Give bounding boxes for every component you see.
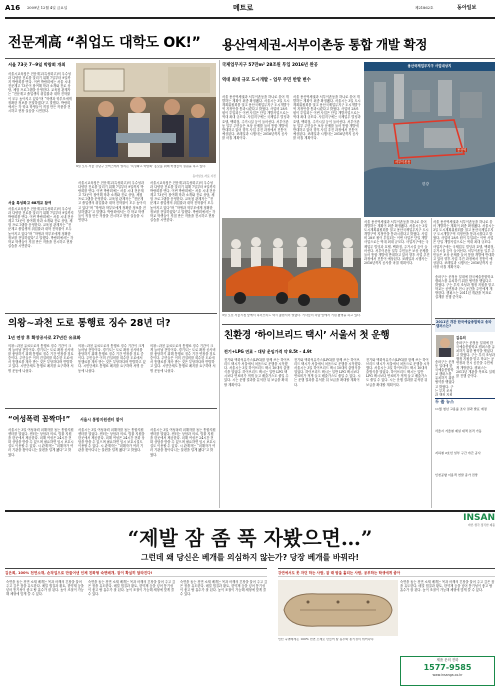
story5-body-col2: 전기와 액화석유가스(LPG)를 함께 쓰는 하이브리드 택시가 서울에서 처음으로 운행을 시작했다. 서울시는 3일 하이브리드 택시 10대의 출범식을 열었다. 하이브리드 택시는 일반 LPG 택시보다 연료비가 적게 들고 배출가스도 줄일 수 있다. 시는 운행 결과를 분석한 뒤 보급을 확대할 계획이다. [294,358,362,387]
story5-body-col3: 전기와 액화석유가스(LPG)를 함께 쓰는 하이브리드 택시가 서울에서 처음으로 운행을 시작했다. 서울시는 3일 하이브리드 택시 10대의 출범식을 열었다. 하이브리드 택시는 일반 LPG 택시보다 연료비가 적게 들고 배출가스도 줄일 수 있다. 시는 운행 결과를 분석한 뒤 보급을 확대할 계획이다. [366,358,430,387]
ad-logo-sub: 바른 생각 정직한 제품 [468,523,495,527]
map-title: 용산국제업무지구 사업대상지 [407,64,452,68]
news-item-3: 지하철 2호선 일부 구간 야간 공사 [435,451,481,455]
story5-body-col1: 전기와 액화석유가스(LPG)를 함께 쓰는 하이브리드 택시가 서울에서 처음으로 운행을 시작했다. 서울시는 3일 하이브리드 택시 10대의 출범식을 열었다. 하이브리드 택시는 일반 LPG 택시보다 연료비가 적게 들고 배출가스도 줄일 수 있다. 시는 운행 결과를 분석한 뒤 보급을 확대할 계획이다. [224,358,290,387]
ad-strip-text: 김은희, 100% 천연소재, 손작업으로 만들어낸 인체 친화형 숙면베개, 잠이 확실히 달라진다! [5,571,153,575]
story5-headline: 친환경 ‘하이브리드 택시’ 서울서 첫 운행 [224,330,390,341]
story2-body-col3: 서울 용산역세권과 서부이촌동을 하나로 묶어 개발하는 계획이 최종 확정됐다. 서울시는 3일 도시계획위원회를 열고 용산국제업무지구 도시개발구역 지정안을 통과시켰다고 밝혔다. 사업비 28조 원이 투입되는 이번 사업은 단일 개발사업으로는 역대 최대 규모다. 사업지구에는 국제업무 빌딩과 호텔, 백화점, 주거시설 등이 들어선다. 서부이촌동 일부 주민들은 보상 문제를 들어 통합 개발에 반대하고 있어 향후 사업 추진 과정에서 진통이 예상된다. 코레일과 시행사는 2016년까지 공사를 마칠 계획이다. [364,220,430,265]
news-box [435,398,495,506]
story1-subhead: 서울 73곳 7∼9일 박람회 개최 [8,62,66,67]
story2-headline: 용산역세권-서부이촌동 통합 개발 확정 [222,37,428,52]
news-item-1: 11월 청년 고용률 조사 결과 발표 예정 [435,407,487,411]
story4-body-col1: 서울시는 3일 여성폭력 피해자를 돕는 통합지원센터를 열었다. 센터는 상담과 의료, 법률 지원을 한곳에서 제공한다. 피해 여성은 24시간 전화 상담을 받을 수 있으며 필요하면 임시 보호시설도 이용할 수 있다. 시 관계자는 “피해자가 여러 기관을 찾아다니는 불편을 덜게 됐다”고 밝혔다. [8,428,74,457]
sidebar-body2: 송파구는 문정동 일대에 한국예술종합학교 캠퍼스를 유치하기 위한 협약을 맺었다고 밝혔다. 구는 부지 조성과 행정 지원 [435,360,455,396]
story4-body-col3: 서울시는 3일 여성폭력 피해자를 돕는 통합지원센터를 열었다. 센터는 상담과 의료, 법률 지원을 한곳에서 제공한다. 피해 여성은 24시간 전화 상담을 받을 수 있으며 필요하면 임시 보호시설도 이용할 수 있다. 시 관계자는 “피해자가 여러 기관을 찾아다니는 불편을 덜게 됐다”고 밝혔다. [150,428,216,457]
news-box-title: 두 줄 뉴스 [435,399,455,404]
story3-body-col3: 의왕∼과천 유료도로의 통행료 징수 기간이 크게 늘어날 전망이다. 경기도는 도로 확장 공사비를 충당하기 위해 통행료 징수 기간 연장을 검토 중이다. 주민들은 이미 건설비를 회수한 도로에서 통행료를 계속 받는 것은 부당하다며 반발하고 있다. 시민단체도 통행료 폐지를 요구하며 서명 운동에 나섰다. [150,344,216,373]
ad-body-col4: 숙면을 돕는 천연 소재 베개는 목과 어깨의 긴장을 풀어 주고 깊은 잠을 유도한다. 메밀 껍질과 황토, 한약재 등을 넣어 통기성이 좋고 땀 흡수가 잘 된다. 높이 조절이 가능해 체형에 맞게 쓸 수 있다. [400,580,495,593]
masthead [5,3,495,16]
ad-strip2-text: 강연에서도 못 자던 하는 사람, 잘 때 땀을 흘리는 사람, 공부하는 학생에게 좋아 [278,571,401,575]
map-label-district: 서부이촌동 [395,160,411,164]
portrait-image [436,335,454,357]
taxi-photo-image [222,218,361,312]
news-item-2: 서울시 겨울철 제설 대책 본격 가동 [435,429,482,433]
sidebar-portrait [436,335,454,357]
map-label-river: 한강 [422,182,429,186]
page-number: A16 [5,4,21,12]
sidebar-person-name: 김유의 [456,336,466,340]
story1-lead-text: 서울시교육청은 전문계고(특성화고)의 우수성과 다양한 진로를 알리기 위해 7일부터 9일까지 박람회를 연다. 이번 박람회에는 서울 시내 전문계고 73곳이 참여해 학과 소개와 진로 상담, 체험 프로그램을 운영한다. 교육청 관계자는 “전문계고 졸업생의 취업률과 대학 진학률이 모두 높아지고 있다”며 “학생과 학부모에게 정확한 정보를 전달하겠다”고 말했다. 박람회에서는 각 학교 학생들이 직접 만든 작품을 전시하고 현장 실습을 시연한다. [8,72,72,113]
ad-body-col3: 숙면을 돕는 천연 소재 베개는 목과 어깨의 긴장을 풀어 주고 깊은 잠을 유도한다. 메밀 껍질과 황토, 한약재 등을 넣어 통기성이 좋고 땀 흡수가 잘 된다. 높이 조절이 가능해 체형에 맞게 쓸 수 있다. [180,580,268,597]
ad-caption: 인산 숙면베개는 100% 천연 소재로 만들어 땀 흡수와 통기성이 뛰어나다. [278,638,375,641]
students-photo-image [76,63,216,163]
story2-aerial-map [364,62,495,217]
ad-body-col1: 숙면을 돕는 천연 소재 베개는 목과 어깨의 긴장을 풀어 주고 깊은 잠을 유도한다. 메밀 껍질과 황토, 한약재 등을 넣어 통기성이 좋고 땀 흡수가 잘 된다. 높이 조절이 가능해 체형에 맞게 쓸 수 있다. [6,580,84,597]
story1-stat-line: 서울 특성화고 68개교 참여 [8,201,52,205]
ad-subline: 그런데 왜 당신은 베개를 의심하지 않는가? 당장 베개를 바꿔라! [140,553,360,562]
story1-body-col1: 서울시교육청은 전문계고(특성화고)의 우수성과 다양한 진로를 알리기 위해 7일부터 9일까지 박람회를 연다. 이번 박람회에는 서울 시내 전문계고 73곳이 참여해 학과 소개와 진로 상담, 체험 프로그램을 운영한다. 교육청 관계자는 “전문계고 졸업생의 취업률과 대학 진학률이 모두 높아지고 있다”며 “학생과 학부모에게 정확한 정보를 전달하겠다”고 말했다. 박람회에서는 각 학교 학생들이 직접 만든 작품을 전시하고 현장 실습을 시연한다. [8,207,74,248]
story1-headline: 전문계高 “취업도 대학도 OK!” [8,35,201,51]
issue-date: 2009년 12월 4일 금요일 [27,6,68,10]
map-label-station: 용산역 [457,148,467,152]
story1-photo [76,63,216,163]
pillow-photo-image [278,580,398,636]
story3-subhead: 1년 연장 후 확장공사로 27년간 유료화 [8,335,81,340]
ad-logo-text: INSAN [463,513,495,523]
ad-strip-right [278,568,495,577]
story5-subhead: 전기+LPG 연료 – 대당 운임가격 약 8.5t – 4.9t [224,349,312,354]
story1-photo-caption: 9일 오후 서울 강남구 코엑스에서 열리는 ‘특성화고 박람회’ 홍보를 위해 학생들이 실습을 하고 있다. [76,165,207,168]
story2-body-col2: 서울 용산역세권과 서부이촌동을 하나로 묶어 개발하는 계획이 최종 확정됐다. 서울시는 3일 도시계획위원회를 열고 용산국제업무지구 도시개발구역 지정안을 통과시켰다고 밝혔다. 사업비 28조 원이 투입되는 이번 사업은 단일 개발사업으로는 역대 최대 규모다. 사업지구에는 국제업무 빌딩과 호텔, 백화점, 주거시설 등이 들어선다. 서부이촌동 일부 주민들은 보상 문제를 들어 통합 개발에 반대하고 있어 향후 사업 추진 과정에서 진통이 예상된다. 코레일과 시행사는 2016년까지 공사를 마칠 계획이다. [293,95,361,140]
aerial-photo-image [364,62,495,217]
story4-headline: “여성폭력 꼼짝마!” [8,415,71,423]
story2-subhead2: 역대 최대 규모 도시개발 – 업무 주민 반발 변수 [222,78,311,83]
story4-body-col2: 서울시는 3일 여성폭력 피해자를 돕는 통합지원센터를 열었다. 센터는 상담과 의료, 법률 지원을 한곳에서 제공한다. 피해 여성은 24시간 전화 상담을 받을 수 있으며 필요하면 임시 보호시설도 이용할 수 있다. 시 관계자는 “피해자가 여러 기관을 찾아다니는 불편을 덜게 됐다”고 밝혔다. [78,428,145,453]
ad-product-photo [278,580,398,636]
story3-body-col1: 의왕∼과천 유료도로의 통행료 징수 기간이 크게 늘어날 전망이다. 경기도는 도로 확장 공사비를 충당하기 위해 통행료 징수 기간 연장을 검토 중이다. 주민들은 이미 건설비를 회수한 도로에서 통행료를 계속 받는 것은 부당하다며 반발하고 있다. 시민단체도 통행료 폐지를 요구하며 서명 운동에 나섰다. [8,344,74,373]
story3-body-col2: 의왕∼과천 유료도로의 통행료 징수 기간이 크게 늘어날 전망이다. 경기도는 도로 확장 공사비를 충당하기 위해 통행료 징수 기간 연장을 검토 중이다. 주민들은 이미 건설비를 회수한 도로에서 통행료를 계속 받는 것은 부당하다며 반발하고 있다. 시민단체도 통행료 폐지를 요구하며 서명 운동에 나섰다. [78,344,146,373]
issue-number: 제21862호 [415,6,434,10]
story5-caption: 3일 오전 서울시청 앞에서 하이브리드 택시 출범식이 열렸다. 기사들이 차량 앞에서 기념 촬영을 하고 있다. [222,314,361,317]
ad-phone[interactable]: 1577-9585 [423,663,472,672]
ad-body-col2: 숙면을 돕는 천연 소재 베개는 목과 어깨의 긴장을 풀어 주고 깊은 잠을 유도한다. 메밀 껍질과 황토, 한약재 등을 넣어 통기성이 좋고 땀 흡수가 잘 된다. 높이 조절이 가능해 체형에 맞게 쓸 수 있다. [88,580,176,597]
ad-url[interactable]: www.insanga.co.kr [432,673,463,677]
story4-subhead: 서울시 통합지원센터 열어 [80,417,123,422]
story1-body-col2: 서울시교육청은 전문계고(특성화고)의 우수성과 다양한 진로를 알리기 위해 7일부터 9일까지 박람회를 연다. 이번 박람회에는 서울 시내 전문계고 73곳이 참여해 학과 소개와 진로 상담, 체험 프로그램을 운영한다. 교육청 관계자는 “전문계고 졸업생의 취업률과 대학 진학률이 모두 높아지고 있다”며 “학생과 학부모에게 정확한 정보를 전달하겠다”고 말했다. 박람회에서는 각 학교 학생들이 직접 만든 작품을 전시하고 현장 실습을 시연한다. [78,181,146,222]
ad-contact-box [400,656,495,686]
story1-body-col3: 서울시교육청은 전문계고(특성화고)의 우수성과 다양한 진로를 알리기 위해 7일부터 9일까지 박람회를 연다. 이번 박람회에는 서울 시내 전문계고 73곳이 참여해 학과 소개와 진로 상담, 체험 프로그램을 운영한다. 교육청 관계자는 “전문계고 졸업생의 취업률과 대학 진학률이 모두 높아지고 있다”며 “학생과 학부모에게 정확한 정보를 전달하겠다”고 말했다. 박람회에서는 각 학교 학생들이 직접 만든 작품을 전시하고 현장 실습을 시연한다. [150,181,216,222]
paper-name: 동아일보 [457,5,477,11]
sidebar-box-title: 2011년 개관 한국예술종합학교 송파캠퍼스는? [436,320,492,329]
ad-headline: “제발 잠 좀 푹 자봤으면…” [127,526,373,550]
section-name: 메트로 [233,4,254,12]
story2-subhead: 국제업무지구 57만m² 28조원 투입 2016년 완공 [222,63,318,68]
story1-photo-credit: 동아일보 자료 사진 [192,174,216,178]
story5-taxi-photo [222,218,361,312]
story3-headline: 의왕∼과천 도로 통행료 징수 28년 더? [8,318,171,329]
story2-body-col4: 서울 용산역세권과 서부이촌동을 하나로 묶어 개발하는 계획이 최종 확정됐다. 서울시는 3일 도시계획위원회를 열고 용산국제업무지구 도시개발구역 지정안을 통과시켰다고 밝혔다. 사업비 28조 원이 투입되는 이번 사업은 단일 개발사업으로는 역대 최대 규모다. 사업지구에는 국제업무 빌딩과 호텔, 백화점, 주거시설 등이 들어선다. 서부이촌동 일부 주민들은 보상 문제를 들어 통합 개발에 반대하고 있어 향후 사업 추진 과정에서 진통이 예상된다. 코레일과 시행사는 2016년까지 공사를 마칠 계획이다. [433,220,495,270]
sidebar-body: 송파구는 문정동 일대에 한국예술종합학교 캠퍼스를 유치하기 위한 협약을 맺었다고 밝혔다. 구는 부지 조성과 행정 지원을 맡고 학교는 공연장과 전시 공간을 주민에게 개방한다. 캠퍼스는 2011년 개관을 목표로 설계를 진행 중이다. [456,341,495,378]
ad-strip-left [5,568,267,577]
sidebar-intro-text: 송파구는 문정동 일대에 한국예술종합학교 캠퍼스를 유치하기 위한 협약을 맺었다고 밝혔다. 구는 부지 조성과 행정 지원을 맡고 학교는 공연장과 전시 공간을 주민에게 개방한다. 캠퍼스는 2011년 개관을 목표로 설계를 진행 중이다. [435,275,495,300]
ad-phone-label: 제품 문의 전화 [436,658,459,662]
story2-body-col1: 서울 용산역세권과 서부이촌동을 하나로 묶어 개발하는 계획이 최종 확정됐다. 서울시는 3일 도시계획위원회를 열고 용산국제업무지구 도시개발구역 지정안을 통과시켰다고 밝혔다. 사업비 28조 원이 투입되는 이번 사업은 단일 개발사업으로는 역대 최대 규모다. 사업지구에는 국제업무 빌딩과 호텔, 백화점, 주거시설 등이 들어선다. 서부이촌동 일부 주민들은 보상 문제를 들어 통합 개발에 반대하고 있어 향후 사업 추진 과정에서 진통이 예상된다. 코레일과 시행사는 2016년까지 공사를 마칠 계획이다. [222,95,290,140]
news-item-4: 인천공항 이용객 연말 증가 전망 [435,473,478,477]
sidebar-box [435,318,495,332]
